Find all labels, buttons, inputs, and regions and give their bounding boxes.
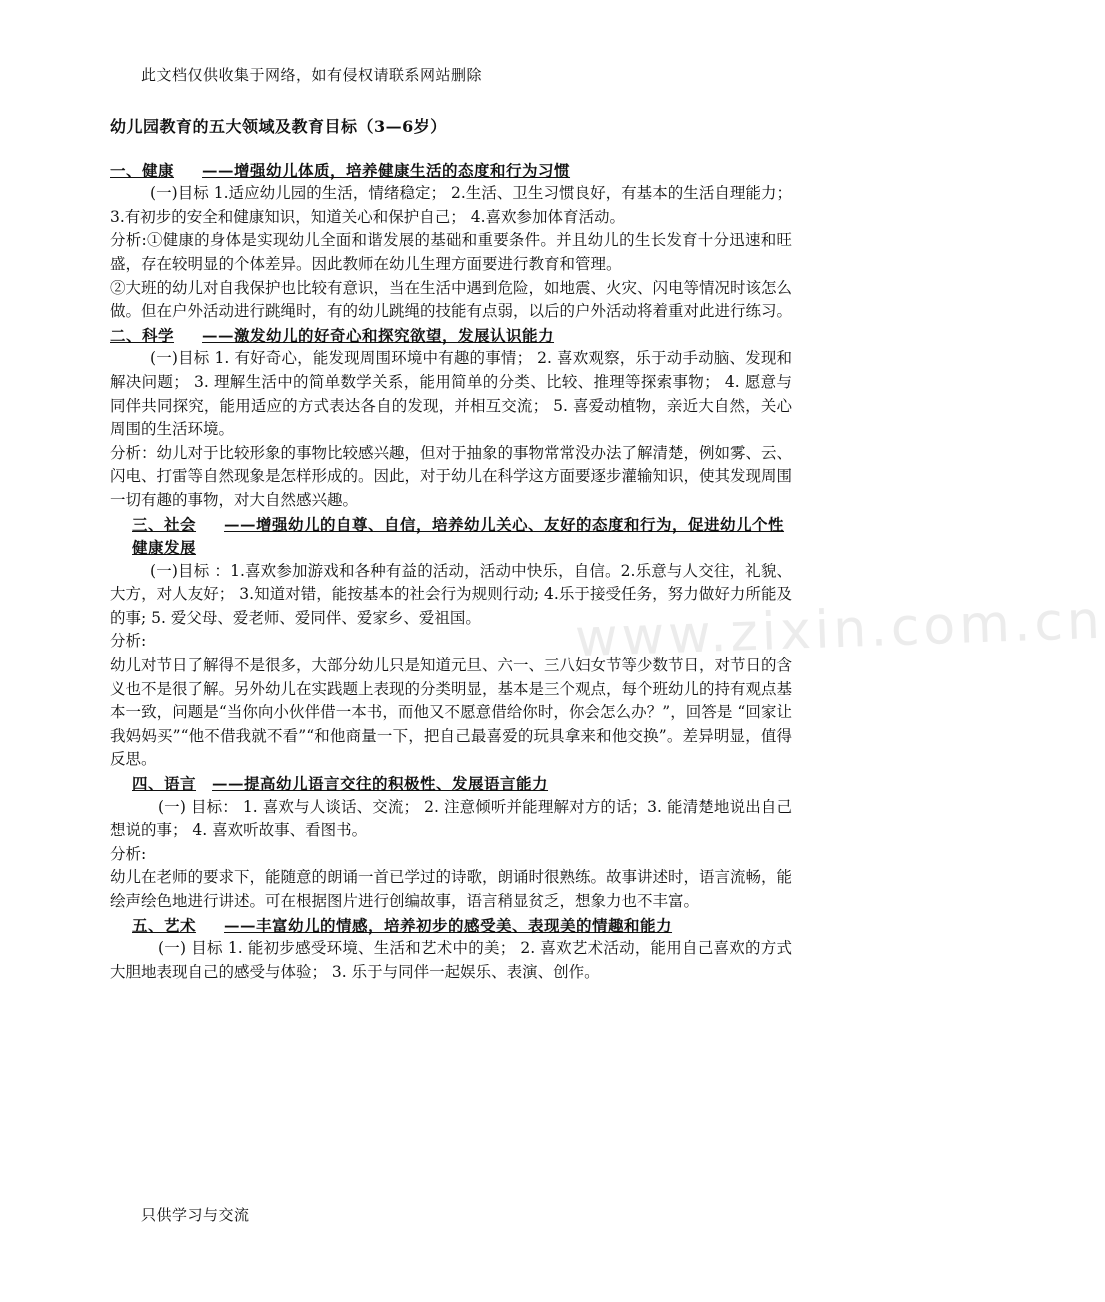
section-heading-name: 三、社会 (132, 514, 197, 534)
section-art (110, 914, 792, 985)
section-heading (110, 772, 792, 796)
section-heading-goal: ——提高幼儿语言交往的积极性、发展语言能力 (212, 774, 549, 794)
section-analysis: 幼儿在老师的要求下，能随意的朗诵一首已学过的诗歌，朗诵时很熟练。故事讲述时，语言流畅，能绘声绘色地进行讲述。可在根据图片进行创编故事，语言稍显贫乏，想象力也不丰富。 (110, 868, 793, 910)
section-society (110, 513, 792, 773)
section-analysis-label: 分析: (110, 632, 147, 651)
footer-note: 只供学习与交流 (141, 1206, 250, 1224)
section-heading-goal: ——增强幼儿体质，培养健康生活的态度和行为习惯 (202, 160, 571, 180)
section-heading-name: 一、健康 (110, 160, 175, 180)
section-goal: (一)目标 1. 有好奇心，能发现周围环境中有趣的事情； 2. 喜欢观察，乐于动手动脑、发现和解决问题； 3. 理解生活中的简单数学关系，能用简单的分类、比较、推理等探索事物； 4. 愿意与同伴共同探究，能用适应的方式表达各自的发现，并相互交流； 5. 喜爱动植物，亲近大自然，关心周围的生活环境。 (110, 349, 792, 439)
watermark: www.zixin.com.cn (574, 590, 1105, 670)
section-analysis: 分析：幼儿对于比较形象的事物比较感兴趣，但对于抽象的事物常常没办法了解清楚，例如雾、云、闪电、打雷等自然现象是怎样形成的。因此，对于幼儿在科学这方面要逐步灌输知识，使其发现周围一切有趣的事物，对大自然感兴趣。 (110, 443, 793, 509)
section-heading-name: 五、艺术 (132, 915, 197, 935)
section-analysis-label: 分析: (110, 844, 147, 863)
section-goal: (一) 目标 1. 能初步感受环境、生活和艺术中的美； 2. 喜欢艺术活动，能用自己喜欢的方式大胆地表现自己的感受与体验； 3. 乐于与同伴一起娱乐、表演、创作。 (110, 939, 792, 981)
section-heading-goal: ——增强幼儿的自尊、自信，培养幼儿关心、友好的态度和行为，促进幼儿个性健康发展 (132, 514, 785, 558)
section-heading (110, 324, 792, 348)
section-heading (110, 159, 792, 183)
section-analysis: 分析:①健康的身体是实现幼儿全面和谐发展的基础和重要条件。并且幼儿的生长发育十分迅速和旺盛，存在较明显的个体差异。因此教师在幼儿生理方面要进行教育和管理。 (110, 231, 792, 273)
section-heading-name: 四、语言 (132, 774, 197, 794)
section-heading (110, 914, 792, 938)
section-goal: (一)目标 1.适应幼儿园的生活，情绪稳定； 2.生活、卫生习惯良好，有基本的生活自理能力； 3.有初步的安全和健康知识，知道关心和保护自己； 4.喜欢参加体育活动。 (110, 184, 792, 226)
section-heading (110, 513, 792, 560)
section-analysis-2: ②大班的幼儿对自我保护也比较有意识，当在生活中遇到危险，如地震、火灾、闪电等情况时该怎么做。但在户外活动进行跳绳时，有的幼儿跳绳的技能有点弱，以后的户外活动将着重对此进行练习。 (110, 278, 793, 321)
section-language (110, 772, 792, 914)
section-analysis: 幼儿对节日了解得不是很多，大部分幼儿只是知道元旦、六一、三八妇女节等少数节日，对节日的含义也不是很了解。另外幼儿在实践题上表现的分类明显，基本是三个观点，每个班幼儿的持有观点基本一致，问题是“当你向小伙伴借一本书，而他又不愿意借给你时，你会怎么办？”，回答是 “回家让我妈妈买”“他不借我就不看”“和他商量一下，把自己最喜爱的玩具拿来和他交换”。差异明显，值得反思。 (110, 656, 793, 769)
document-body (110, 115, 792, 984)
document-title: 幼儿园教育的五大领域及教育目标（3—6岁） (110, 117, 447, 136)
header-note: 此文档仅供收集于网络，如有侵权请联系网站删除 (141, 66, 483, 84)
section-goal: (一) 目标： 1. 喜欢与人谈话、交流； 2. 注意倾听并能理解对方的话；3. 能清楚地说出自己想说的事； 4. 喜欢听故事、看图书。 (110, 797, 792, 840)
section-heading-name: 二、科学 (110, 325, 175, 345)
section-heading-goal: ——丰富幼儿的情感，培养初步的感受美、表现美的情趣和能力 (224, 915, 673, 935)
section-heading-goal: ——激发幼儿的好奇心和探究欲望，发展认识能力 (202, 325, 555, 345)
section-health (110, 159, 792, 324)
section-goal: (一)目标 ：1.喜欢参加游戏和各种有益的活动，活动中快乐，自信。2.乐意与人交往，礼貌、大方，对人友好； 3.知道对错，能按基本的社会行为规则行动; 4.乐于接受任务，努力做好力所能及的事; 5. 爱父母、爱老师、爱同伴、爱家乡、爱祖国。 (110, 561, 792, 627)
section-science (110, 324, 792, 513)
